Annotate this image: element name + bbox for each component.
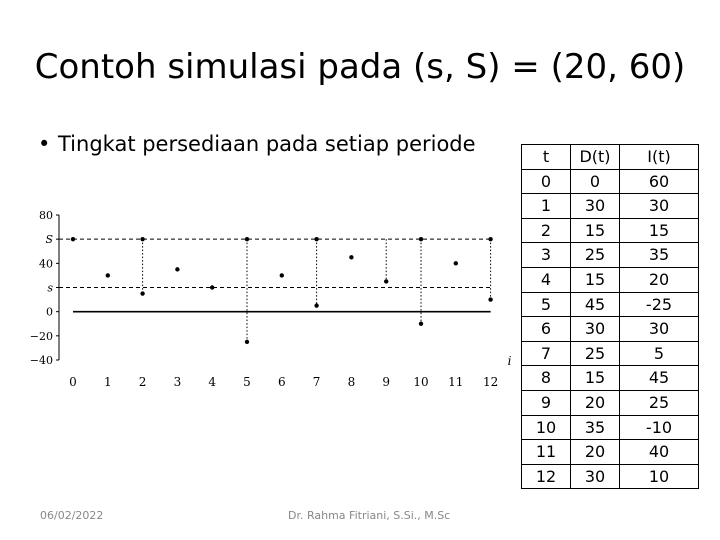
- cell-inventory: 10: [620, 464, 699, 489]
- replenished-point: [488, 237, 492, 241]
- cell-demand: 35: [571, 415, 620, 440]
- table-row: [522, 415, 699, 440]
- cell-demand: 15: [571, 218, 620, 243]
- table-row: [522, 218, 699, 243]
- cell-inventory: 25: [620, 390, 699, 415]
- cell-inventory: 15: [620, 218, 699, 243]
- cell-demand: 25: [571, 243, 620, 268]
- cell-inventory: 5: [620, 341, 699, 366]
- cell-inventory: 30: [620, 317, 699, 342]
- cell-t: 12: [522, 464, 571, 489]
- bullet-icon: •: [38, 132, 51, 156]
- cell-demand: 20: [571, 440, 620, 465]
- x-tick-label: 6: [277, 375, 286, 389]
- cell-demand: 45: [571, 292, 620, 317]
- cell-t: 4: [522, 267, 571, 292]
- inventory-chart: [25, 205, 512, 395]
- x-tick-label: 4: [208, 375, 217, 389]
- inventory-point: [71, 237, 75, 241]
- cell-inventory: 45: [620, 366, 699, 391]
- y-tick-label: −20: [29, 329, 53, 343]
- cell-demand: 0: [571, 169, 620, 194]
- cell-t: 6: [522, 317, 571, 342]
- cell-inventory: -10: [620, 415, 699, 440]
- footer-author: Dr. Rahma Fitriani, S.Si., M.Sc: [288, 509, 451, 522]
- table-body: [522, 169, 699, 489]
- x-tick-label: 9: [382, 375, 391, 389]
- inventory-point: [106, 273, 110, 277]
- table-row: [522, 366, 699, 391]
- cell-t: 3: [522, 243, 571, 268]
- cell-t: 1: [522, 194, 571, 219]
- replenished-point: [245, 237, 249, 241]
- simulation-table: [521, 144, 699, 489]
- header-t: t: [522, 145, 571, 170]
- y-tick-label: −40: [29, 354, 53, 367]
- x-tick-label: 12: [482, 375, 499, 389]
- y-tick-label: S: [45, 233, 53, 247]
- cell-t: 5: [522, 292, 571, 317]
- inventory-point: [140, 291, 144, 295]
- chart-layer: [30, 209, 512, 389]
- y-tick-label: 0: [46, 305, 53, 319]
- table-row: [522, 267, 699, 292]
- y-tick-label: 40: [39, 257, 53, 271]
- cell-inventory: 60: [620, 169, 699, 194]
- replenished-point: [419, 237, 423, 241]
- cell-t: 8: [522, 366, 571, 391]
- x-tick-label: 3: [173, 375, 182, 389]
- cell-inventory: 35: [620, 243, 699, 268]
- cell-demand: 20: [571, 390, 620, 415]
- inventory-point: [419, 322, 423, 326]
- x-tick-label: 2: [138, 375, 147, 389]
- inventory-point: [175, 267, 179, 271]
- x-tick-label: 7: [312, 375, 321, 389]
- replenished-point: [140, 237, 144, 241]
- table-header-row: [522, 145, 699, 170]
- cell-t: 2: [522, 218, 571, 243]
- y-tick-label: s: [47, 281, 53, 295]
- inventory-point: [210, 285, 214, 289]
- replenished-point: [314, 237, 318, 241]
- cell-t: 11: [522, 440, 571, 465]
- inventory-point: [245, 340, 249, 344]
- table-row: [522, 390, 699, 415]
- table-row: [522, 243, 699, 268]
- cell-inventory: 30: [620, 194, 699, 219]
- x-tick-label: 5: [243, 375, 251, 389]
- table-row: [522, 194, 699, 219]
- y-tick-label: 80: [39, 209, 53, 222]
- x-tick-label: 0: [69, 375, 77, 389]
- inventory-point: [314, 303, 318, 307]
- slide-title: Contoh simulasi pada (s, S) = (20, 60): [34, 47, 686, 87]
- cell-demand: 30: [571, 194, 620, 219]
- cell-demand: 30: [571, 317, 620, 342]
- header-inventory: I(t): [620, 145, 699, 170]
- x-tick-label: 8: [347, 375, 356, 389]
- cell-inventory: -25: [620, 292, 699, 317]
- cell-demand: 25: [571, 341, 620, 366]
- cell-inventory: 20: [620, 267, 699, 292]
- cell-t: 10: [522, 415, 571, 440]
- table-row: [522, 464, 699, 489]
- cell-demand: 15: [571, 366, 620, 391]
- inventory-point: [349, 255, 353, 259]
- table-row: [522, 292, 699, 317]
- table-row: [522, 440, 699, 465]
- footer-date: 06/02/2022: [40, 509, 104, 522]
- x-tick-label: 11: [448, 375, 464, 389]
- inventory-point: [454, 261, 458, 265]
- bullet-text: Tingkat persediaan pada setiap periode: [58, 132, 476, 156]
- header-demand: D(t): [571, 145, 620, 170]
- cell-t: 9: [522, 390, 571, 415]
- cell-t: 7: [522, 341, 571, 366]
- cell-t: 0: [522, 169, 571, 194]
- inventory-point: [488, 297, 492, 301]
- x-tick-label: 10: [413, 375, 429, 389]
- table-row: [522, 317, 699, 342]
- cell-demand: 15: [571, 267, 620, 292]
- cell-demand: 30: [571, 464, 620, 489]
- inventory-point: [280, 273, 284, 277]
- bullet-item: [38, 132, 476, 156]
- x-axis-label: i: [507, 354, 512, 368]
- table-row: [522, 169, 699, 194]
- table-row: [522, 341, 699, 366]
- inventory-point: [384, 279, 388, 283]
- cell-inventory: 40: [620, 440, 699, 465]
- x-tick-label: 1: [103, 375, 112, 389]
